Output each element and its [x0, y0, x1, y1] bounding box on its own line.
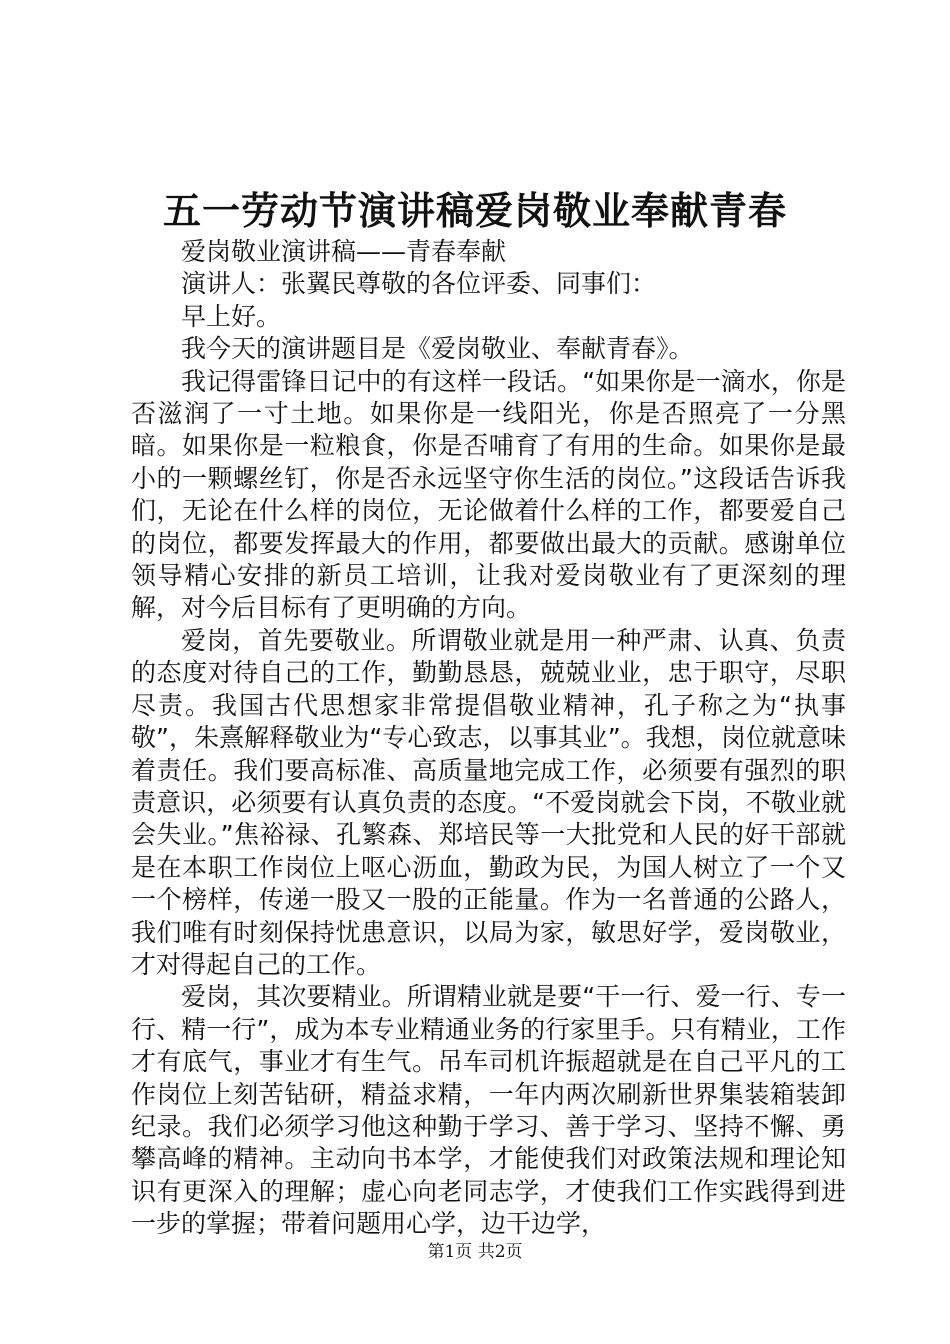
document-body [131, 236, 846, 1241]
page-number-footer: 第1页 共2页 [427, 1242, 523, 1262]
paragraph-greeting: 早上好。 [181, 301, 282, 331]
paragraph-speaker: 演讲人：张翼民尊敬的各位评委、同事们： [181, 269, 657, 299]
paragraph-body: 我记得雷锋日记中的有这样一段话。“如果你是一滴水，你是否滋润了一寸土地。如果你是一线阳光，你是否照亮了一分黑暗。如果你是一粒粮食，你是否哺育了有用的生命。如果你是最小的一颗螺丝钉，你是否永远坚守你生活的岗位。”这段话告诉我们，无论在什么样的岗位，无论做着什么样的工作，都要爱自己的岗位，都要发挥最大的作用，都要做出最大的贡献。感谢单位领导精心安排的新员工培训，让我对爱岗敬业有了更深刻的理解，对今后目标有了更明确的方向。 [131, 366, 846, 623]
document-title: 五一劳动节演讲稿爱岗敬业奉献青春 [162, 188, 787, 233]
paragraph-body: 爱岗，其次要精业。所谓精业就是要“干一行、爱一行、专一行、精一行”，成为本专业精通业务的行家里手。只有精业，工作才有底气，事业才有生气。吊车司机许振超就是在自己平凡的工作岗位上刻苦钻研，精益求精，一年内两次刷新世界集装箱装卸纪录。我们必须学习他这种勤于学习、善于学习、坚持不懈、勇攀高峰的精神。主动向书本学，才能使我们对政策法规和理论知识有更深入的理解；虚心向老同志学，才使我们工作实践得到进一步的掌握；带着问题用心学，边干边学， [131, 982, 846, 1239]
paragraph-body: 爱岗，首先要敬业。所谓敬业就是用一种严肃、认真、负责的态度对待自己的工作，勤勤恳恳，兢兢业业，忠于职守，尽职尽责。我国古代思想家非常提倡敬业精神，孔子称之为“执事敬”，朱熹解释敬业为“专心致志，以事其业”。我想，岗位就意味着责任。我们要高标准、高质量地完成工作，必须要有强烈的职责意识，必须要有认真负责的态度。“不爱岗就会下岗，不敬业就会失业。”焦裕禄、孔繁森、郑培民等一大批党和人民的好干部就是在本职工作岗位上呕心沥血，勤政为民，为国人树立了一个又一个榜样，传递一股又一股的正能量。作为一名普通的公路人，我们唯有时刻保持忧患意识，以局为家，敏思好学，爱岗敬业，才对得起自己的工作。 [131, 625, 846, 979]
paragraph-subtitle: 爱岗敬业演讲稿——青春奉献 [181, 237, 507, 266]
paragraph-topic: 我今天的演讲题目是《爱岗敬业、奉献青春》。 [181, 334, 694, 364]
